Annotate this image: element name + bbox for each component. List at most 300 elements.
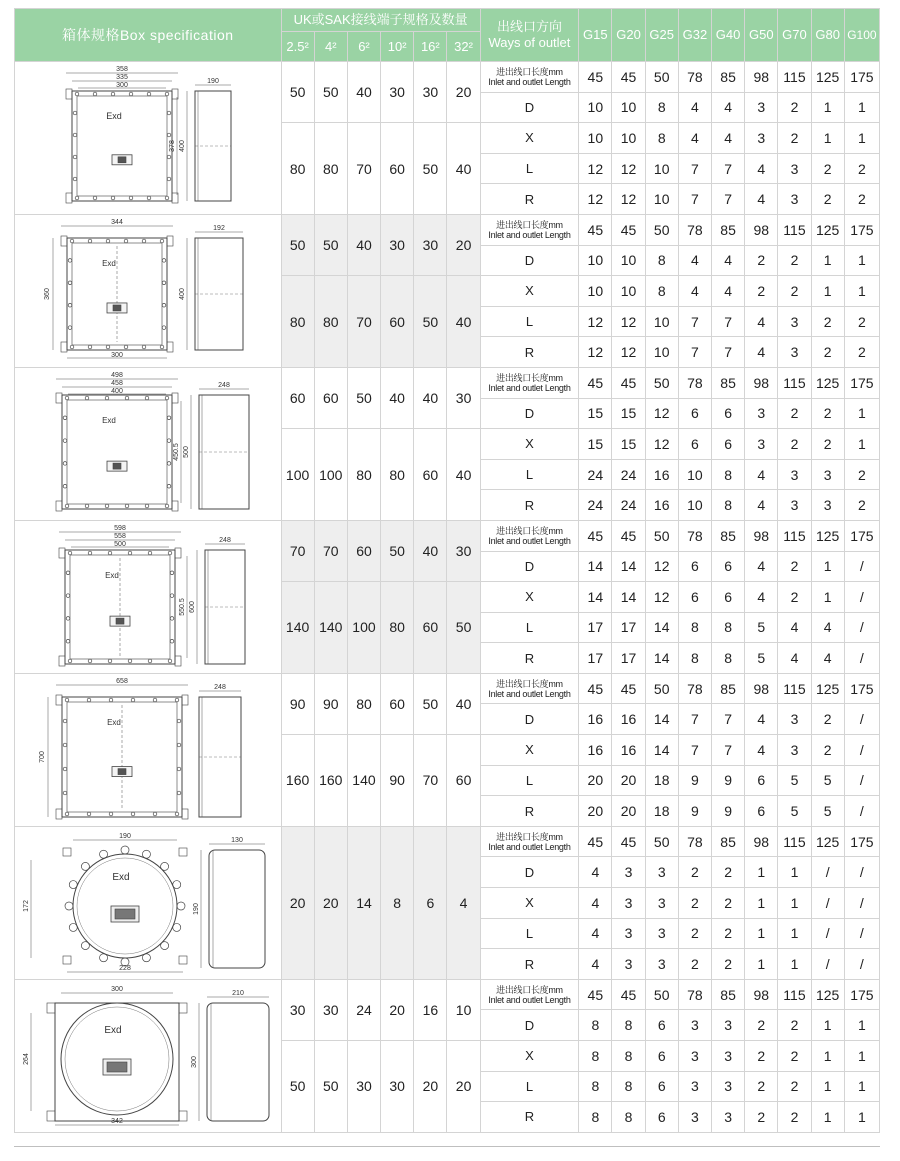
count-value-cell: 6	[678, 429, 711, 460]
count-value-cell: 24	[579, 459, 612, 490]
bolt-mark	[68, 659, 72, 663]
bolt-mark	[68, 303, 72, 307]
bolt-mark	[125, 396, 129, 400]
count-value-cell: 1	[745, 888, 778, 919]
length-value-cell: 85	[712, 367, 745, 398]
terminal-qty-cell: 20	[447, 62, 480, 123]
length-label-cell	[480, 62, 579, 93]
count-value-cell: 14	[612, 551, 645, 582]
count-value-cell: /	[844, 582, 879, 613]
terminal-qty-cell: 20	[447, 1041, 480, 1133]
length-label-cell	[480, 673, 579, 704]
direction-cell: D	[480, 551, 579, 582]
count-value-cell: /	[844, 888, 879, 919]
bolt-mark	[68, 551, 72, 555]
length-label-cell	[480, 367, 579, 398]
bolt-mark	[65, 698, 69, 702]
count-value-cell: 7	[678, 337, 711, 368]
length-label-en: Inlet and outlet Length	[488, 688, 571, 699]
length-value-cell: 125	[811, 979, 844, 1010]
terminal-qty-cell: 30	[347, 1041, 380, 1133]
count-value-cell: /	[811, 949, 844, 980]
bolt-mark	[105, 504, 109, 508]
terminal-qty-cell: 80	[281, 276, 314, 368]
drawing-outline	[67, 400, 167, 504]
table-row	[15, 62, 880, 93]
count-value-cell: /	[844, 612, 879, 643]
drawing-outline	[47, 1003, 55, 1013]
count-value-cell: 3	[645, 888, 678, 919]
dimension-label: 248	[217, 381, 230, 389]
terminal-qty-cell: 20	[314, 826, 347, 979]
direction-cell: X	[480, 429, 579, 460]
length-value-cell: 115	[778, 826, 811, 857]
count-value-cell: 7	[678, 704, 711, 735]
bolt-mark	[148, 659, 152, 663]
bolt-mark	[177, 902, 185, 910]
drawing-outline	[47, 1111, 55, 1121]
count-value-cell: 1	[811, 582, 844, 613]
terminal-qty-cell: 30	[381, 1041, 414, 1133]
dimension-label: 558	[113, 532, 126, 540]
count-value-cell: 4	[745, 459, 778, 490]
bolt-mark	[162, 281, 166, 285]
length-label-cell	[480, 214, 579, 245]
count-value-cell: 8	[579, 1010, 612, 1041]
length-value-cell: 45	[612, 214, 645, 245]
direction-cell: L	[480, 1071, 579, 1102]
drawing-outline	[107, 1062, 127, 1072]
count-value-cell: 12	[645, 429, 678, 460]
terminal-qty-cell: 14	[347, 826, 380, 979]
count-value-cell: 2	[778, 582, 811, 613]
count-value-cell: 4	[712, 245, 745, 276]
length-value-cell: 125	[811, 367, 844, 398]
dimension-label: 458	[110, 379, 123, 387]
terminal-size-header: 2.5²	[281, 32, 314, 62]
count-value-cell: 2	[778, 429, 811, 460]
count-value-cell: 1	[844, 123, 879, 154]
count-value-cell: 16	[645, 459, 678, 490]
terminal-qty-cell: 140	[314, 582, 347, 674]
length-value-cell: 175	[844, 62, 879, 93]
drawing-outline	[77, 96, 167, 196]
drawing-outline	[172, 393, 178, 403]
count-value-cell: 2	[745, 1010, 778, 1041]
terminal-qty-cell: 30	[414, 214, 447, 275]
direction-cell: L	[480, 765, 579, 796]
direction-cell: R	[480, 490, 579, 521]
terminal-qty-cell: 90	[281, 673, 314, 734]
length-value-cell: 45	[612, 62, 645, 93]
bolt-mark	[129, 196, 133, 200]
bolt-mark	[170, 571, 174, 575]
dimension-label: 300	[115, 81, 128, 89]
direction-cell: R	[480, 1102, 579, 1133]
terminal-qty-cell: 90	[314, 673, 347, 734]
terminal-qty-cell: 60	[314, 367, 347, 428]
bolt-mark	[162, 303, 166, 307]
terminal-qty-cell: 70	[347, 276, 380, 368]
direction-cell: D	[480, 398, 579, 429]
drawing-outline	[179, 1003, 187, 1013]
length-value-cell: 98	[745, 367, 778, 398]
table-row	[15, 214, 880, 245]
gland-header: G20	[612, 9, 645, 62]
count-value-cell: 1	[811, 551, 844, 582]
gland-header: G25	[645, 9, 678, 62]
count-value-cell: 10	[645, 153, 678, 184]
count-value-cell: 1	[844, 1041, 879, 1072]
bolt-mark	[65, 396, 69, 400]
count-value-cell: 9	[678, 796, 711, 827]
bolt-mark	[75, 92, 79, 96]
bolt-mark	[65, 812, 69, 816]
drawing-outline	[65, 550, 175, 664]
length-value-cell: 45	[579, 62, 612, 93]
bolt-mark	[88, 551, 92, 555]
bolt-mark	[63, 743, 67, 747]
bolt-mark	[73, 111, 77, 115]
dimension-label: 550.5	[178, 598, 186, 616]
count-value-cell: 12	[612, 337, 645, 368]
bolt-mark	[142, 345, 146, 349]
count-value-cell: 2	[712, 918, 745, 949]
direction-cell: R	[480, 796, 579, 827]
count-value-cell: 3	[778, 735, 811, 766]
box-drawing	[17, 522, 279, 672]
bolt-mark	[167, 155, 171, 159]
length-value-cell: 45	[612, 673, 645, 704]
bolt-mark	[63, 439, 67, 443]
count-value-cell: 17	[612, 643, 645, 674]
count-value-cell: 1	[745, 857, 778, 888]
bolt-mark	[73, 155, 77, 159]
count-value-cell: 2	[712, 888, 745, 919]
terminal-qty-cell: 60	[414, 582, 447, 674]
terminal-qty-cell: 50	[347, 367, 380, 428]
count-value-cell: 14	[645, 643, 678, 674]
bolt-mark	[142, 239, 146, 243]
count-value-cell: 2	[778, 1071, 811, 1102]
dimension-label: 450.5	[172, 443, 180, 461]
bolt-mark	[85, 396, 89, 400]
terminal-qty-cell: 8	[381, 826, 414, 979]
terminal-qty-cell: 70	[281, 520, 314, 581]
count-value-cell: 10	[645, 337, 678, 368]
count-value-cell: 8	[645, 245, 678, 276]
drawing-outline	[56, 809, 62, 819]
count-value-cell: 17	[612, 612, 645, 643]
count-value-cell: 1	[844, 1010, 879, 1041]
length-label-en: Inlet and outlet Length	[488, 76, 571, 87]
count-value-cell: 16	[579, 735, 612, 766]
bolt-mark	[167, 484, 171, 488]
count-value-cell: 4	[745, 551, 778, 582]
gland-header: G70	[778, 9, 811, 62]
count-value-cell: 7	[678, 735, 711, 766]
bolt-mark	[105, 396, 109, 400]
bolt-mark	[75, 196, 79, 200]
dimension-label: 300	[190, 1055, 198, 1068]
dimension-label: 378	[168, 140, 176, 152]
box-spec-header: 箱体规格Box specification	[15, 9, 282, 62]
length-value-cell: 78	[678, 214, 711, 245]
length-value-cell: 125	[811, 214, 844, 245]
bolt-mark	[177, 791, 181, 795]
drawing-outline	[207, 1003, 269, 1121]
length-value-cell: 175	[844, 826, 879, 857]
count-value-cell: 2	[811, 735, 844, 766]
count-value-cell: 10	[579, 276, 612, 307]
count-value-cell: 10	[579, 92, 612, 123]
count-value-cell: 3	[612, 888, 645, 919]
length-value-cell: 50	[645, 520, 678, 551]
terminal-size-header: 4²	[314, 32, 347, 62]
table-row	[15, 367, 880, 398]
count-value-cell: /	[811, 918, 844, 949]
dimension-label: 360	[43, 288, 51, 300]
terminal-size-header: 32²	[447, 32, 480, 62]
bolt-mark	[147, 92, 151, 96]
count-value-cell: 3	[612, 857, 645, 888]
terminal-qty-cell: 70	[414, 735, 447, 827]
count-value-cell: 4	[712, 276, 745, 307]
length-label-cn: 进出线口长度mm	[496, 831, 563, 842]
bolt-mark	[165, 396, 169, 400]
box-drawing	[17, 369, 279, 519]
length-label-cell	[480, 826, 579, 857]
direction-cell: L	[480, 918, 579, 949]
count-value-cell: 1	[844, 1102, 879, 1133]
terminal-qty-cell: 60	[281, 367, 314, 428]
length-label-cn: 进出线口长度mm	[496, 372, 563, 383]
terminal-qty-cell: 40	[447, 429, 480, 521]
dimension-label: 248	[218, 536, 231, 544]
count-value-cell: 4	[745, 184, 778, 215]
count-value-cell: 1	[811, 1071, 844, 1102]
dimension-label: 342	[110, 1117, 123, 1125]
count-value-cell: 3	[678, 1071, 711, 1102]
drawing-outline	[56, 695, 62, 705]
count-value-cell: 7	[712, 184, 745, 215]
table-row	[15, 673, 880, 704]
length-label-cn: 进出线口长度mm	[496, 984, 563, 995]
count-value-cell: 3	[712, 1041, 745, 1072]
box-drawing-cell	[15, 826, 282, 979]
count-value-cell: 6	[712, 398, 745, 429]
terminal-qty-cell: 80	[314, 123, 347, 215]
count-value-cell: 7	[678, 153, 711, 184]
count-value-cell: 6	[712, 582, 745, 613]
drawing-outline	[179, 956, 187, 964]
table-row	[15, 520, 880, 551]
terminal-qty-cell: 40	[414, 367, 447, 428]
terminal-qty-cell: 140	[281, 582, 314, 674]
count-value-cell: /	[844, 643, 879, 674]
count-value-cell: 9	[712, 765, 745, 796]
bolt-mark	[175, 812, 179, 816]
bolt-mark	[106, 345, 110, 349]
terminal-qty-cell: 60	[381, 673, 414, 734]
count-value-cell: 8	[678, 612, 711, 643]
box-drawing	[17, 828, 279, 978]
gland-header: G32	[678, 9, 711, 62]
drawing-outline	[72, 91, 172, 201]
length-label-cell	[480, 979, 579, 1010]
count-value-cell: 20	[612, 796, 645, 827]
box-drawing-cell	[15, 979, 282, 1132]
count-value-cell: 2	[745, 1071, 778, 1102]
length-label-en: Inlet and outlet Length	[488, 382, 571, 393]
bolt-mark	[153, 812, 157, 816]
count-value-cell: 2	[844, 306, 879, 337]
gland-header: G40	[712, 9, 745, 62]
bolt-mark	[165, 92, 169, 96]
length-value-cell: 98	[745, 520, 778, 551]
count-value-cell: 3	[678, 1010, 711, 1041]
count-value-cell: 1	[811, 245, 844, 276]
dimension-label: 344	[110, 218, 123, 226]
bolt-mark	[63, 791, 67, 795]
count-value-cell: 3	[745, 398, 778, 429]
terminal-qty-cell: 160	[314, 735, 347, 827]
dimension-label: 228	[118, 964, 131, 972]
drawing-outline	[56, 501, 62, 511]
gland-header: G80	[811, 9, 844, 62]
count-value-cell: 1	[778, 918, 811, 949]
count-value-cell: 1	[844, 92, 879, 123]
terminal-qty-cell: 30	[447, 520, 480, 581]
count-value-cell: /	[844, 918, 879, 949]
count-value-cell: /	[844, 704, 879, 735]
length-value-cell: 45	[579, 367, 612, 398]
count-value-cell: 10	[678, 490, 711, 521]
count-value-cell: 12	[579, 184, 612, 215]
count-value-cell: 3	[811, 490, 844, 521]
count-value-cell: 14	[612, 582, 645, 613]
terminal-qty-cell: 30	[381, 62, 414, 123]
bolt-mark	[124, 239, 128, 243]
terminal-qty-cell: 80	[381, 582, 414, 674]
bolt-mark	[177, 743, 181, 747]
length-value-cell: 45	[612, 520, 645, 551]
length-label-cn: 进出线口长度mm	[496, 219, 563, 230]
count-value-cell: 8	[612, 1071, 645, 1102]
terminal-qty-cell: 50	[447, 582, 480, 674]
count-value-cell: 4	[712, 92, 745, 123]
terminal-size-header: 16²	[414, 32, 447, 62]
terminal-qty-cell: 4	[447, 826, 480, 979]
count-value-cell: 3	[778, 306, 811, 337]
count-value-cell: 4	[678, 245, 711, 276]
count-value-cell: 6	[712, 429, 745, 460]
terminal-qty-cell: 160	[281, 735, 314, 827]
length-value-cell: 125	[811, 826, 844, 857]
bolt-mark	[170, 616, 174, 620]
count-value-cell: 12	[645, 551, 678, 582]
dimension-label: 190	[192, 902, 200, 915]
count-value-cell: 2	[811, 153, 844, 184]
count-value-cell: 2	[745, 245, 778, 276]
length-value-cell: 115	[778, 214, 811, 245]
bolt-mark	[68, 259, 72, 263]
count-value-cell: 7	[712, 704, 745, 735]
terminal-qty-cell: 20	[447, 214, 480, 275]
count-value-cell: 12	[579, 306, 612, 337]
drawing-outline	[175, 656, 181, 666]
dimension-label: 300	[110, 985, 123, 993]
count-value-cell: 2	[811, 704, 844, 735]
terminal-qty-cell: 50	[281, 1041, 314, 1133]
count-value-cell: 3	[645, 949, 678, 980]
terminal-qty-cell: 40	[347, 62, 380, 123]
count-value-cell: 3	[612, 918, 645, 949]
terminal-qty-cell: 50	[314, 214, 347, 275]
count-value-cell: 24	[612, 490, 645, 521]
count-value-cell: 14	[645, 704, 678, 735]
exd-marking: Exd	[104, 1024, 122, 1036]
length-value-cell: 85	[712, 673, 745, 704]
direction-cell: D	[480, 245, 579, 276]
count-value-cell: 6	[678, 398, 711, 429]
ways-header-cn: 出线口方向	[496, 19, 562, 34]
bolt-mark	[177, 767, 181, 771]
exd-marking: Exd	[112, 871, 130, 883]
count-value-cell: 18	[645, 765, 678, 796]
count-value-cell: 12	[579, 337, 612, 368]
count-value-cell: 3	[645, 918, 678, 949]
count-value-cell: 2	[678, 918, 711, 949]
terminal-qty-cell: 50	[281, 62, 314, 123]
drawing-outline	[209, 850, 265, 968]
bolt-mark	[167, 416, 171, 420]
bolt-mark	[66, 639, 70, 643]
count-value-cell: 4	[745, 337, 778, 368]
count-value-cell: 5	[778, 796, 811, 827]
count-value-cell: 3	[811, 459, 844, 490]
exd-marking: Exd	[104, 570, 119, 580]
count-value-cell: 2	[778, 245, 811, 276]
direction-cell: R	[480, 643, 579, 674]
terminal-qty-cell: 100	[281, 429, 314, 521]
bolt-mark	[73, 177, 77, 181]
count-value-cell: 8	[712, 459, 745, 490]
dimension-label: 400	[110, 387, 123, 395]
bolt-mark	[108, 551, 112, 555]
terminal-qty-cell: 60	[381, 276, 414, 368]
bolt-mark	[93, 196, 97, 200]
length-label-cn: 进出线口长度mm	[496, 525, 563, 536]
count-value-cell: 24	[579, 490, 612, 521]
count-value-cell: /	[844, 857, 879, 888]
bolt-mark	[65, 902, 73, 910]
bolt-mark	[68, 326, 72, 330]
box-drawing	[17, 63, 279, 213]
count-value-cell: 16	[645, 490, 678, 521]
count-value-cell: 15	[579, 429, 612, 460]
bottom-rule	[14, 1146, 880, 1147]
count-value-cell: 4	[745, 306, 778, 337]
count-value-cell: 1	[844, 398, 879, 429]
bolt-mark	[160, 345, 164, 349]
length-value-cell: 50	[645, 214, 678, 245]
count-value-cell: 4	[579, 949, 612, 980]
count-value-cell: 9	[678, 765, 711, 796]
terminal-spec-header: UK或SAK接线端子规格及数量	[281, 9, 480, 32]
terminal-qty-cell: 50	[381, 520, 414, 581]
count-value-cell: 10	[612, 123, 645, 154]
